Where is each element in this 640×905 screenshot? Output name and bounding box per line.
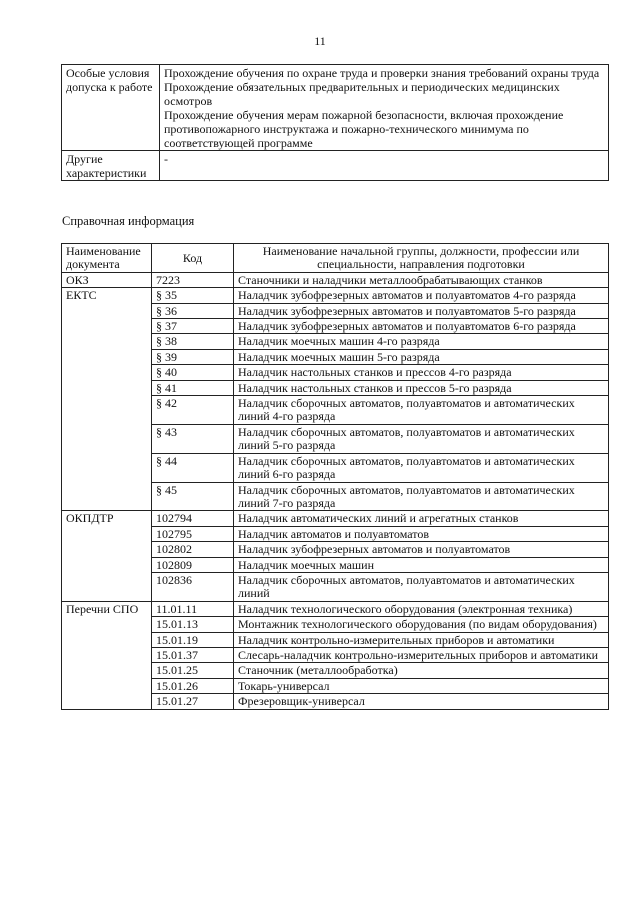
- code-cell: 11.01.11: [152, 601, 234, 616]
- code-cell: 15.01.37: [152, 647, 234, 662]
- code-cell: 15.01.19: [152, 632, 234, 647]
- conditions-value: [160, 65, 609, 151]
- reference-table-header: [62, 244, 609, 273]
- name-cell: Наладчик сборочных автоматов, полуавтоматов и автоматических линий 5-го разряда: [234, 424, 609, 453]
- code-cell: § 40: [152, 365, 234, 380]
- document-cell: Перечни СПО: [62, 601, 152, 709]
- reference-heading: Справочная информация: [62, 214, 195, 228]
- code-cell: 102809: [152, 557, 234, 572]
- conditions-paragraph: Прохождение обучения по охране труда и проверки знания требований охраны труда: [164, 66, 600, 80]
- document-cell: ЕКТС: [62, 288, 152, 511]
- header-document: Наименование документа: [62, 244, 152, 273]
- code-cell: § 37: [152, 319, 234, 334]
- name-cell: Наладчик автоматов и полуавтоматов: [234, 526, 609, 541]
- name-cell: Токарь-универсал: [234, 678, 609, 693]
- code-cell: 15.01.26: [152, 678, 234, 693]
- name-cell: Наладчик сборочных автоматов, полуавтоматов и автоматических линий 7-го разряда: [234, 482, 609, 511]
- name-cell: Слесарь-наладчик контрольно-измерительных приборов и автоматики: [234, 647, 609, 662]
- name-cell: Наладчик моечных машин 4-го разряда: [234, 334, 609, 349]
- conditions-row: [62, 65, 609, 151]
- name-cell: Наладчик моечных машин: [234, 557, 609, 572]
- name-cell: Наладчик моечных машин 5-го разряда: [234, 349, 609, 364]
- name-cell: Наладчик настольных станков и прессов 5-го разряда: [234, 380, 609, 395]
- name-cell: Наладчик сборочных автоматов, полуавтоматов и автоматических линий: [234, 572, 609, 601]
- conditions-value: [160, 151, 609, 181]
- code-cell: 15.01.25: [152, 663, 234, 678]
- code-cell: § 45: [152, 482, 234, 511]
- document-cell: ОКЗ: [62, 272, 152, 287]
- code-cell: § 43: [152, 424, 234, 453]
- code-cell: § 44: [152, 453, 234, 482]
- name-cell: Наладчик контрольно-измерительных приборов и автоматики: [234, 632, 609, 647]
- code-cell: § 39: [152, 349, 234, 364]
- reference-table: [61, 243, 609, 710]
- code-cell: § 41: [152, 380, 234, 395]
- name-cell: Наладчик сборочных автоматов, полуавтоматов и автоматических линий 6-го разряда: [234, 453, 609, 482]
- conditions-label: Особые условия допуска к работе: [62, 65, 160, 151]
- code-cell: 102836: [152, 572, 234, 601]
- name-cell: Наладчик автоматических линий и агрегатных станков: [234, 511, 609, 526]
- name-cell: Наладчик сборочных автоматов, полуавтоматов и автоматических линий 4-го разряда: [234, 396, 609, 425]
- header-name: Наименование начальной группы, должности, профессии или специальности, направления подготовки: [234, 244, 609, 273]
- name-cell: Наладчик зубофрезерных автоматов и полуавтоматов 4-го разряда: [234, 288, 609, 303]
- name-cell: Фрезеровщик-универсал: [234, 694, 609, 709]
- table-row: [62, 511, 609, 526]
- table-row: [62, 288, 609, 303]
- code-cell: 102802: [152, 542, 234, 557]
- code-cell: 15.01.27: [152, 694, 234, 709]
- code-cell: § 38: [152, 334, 234, 349]
- table-row: [62, 601, 609, 616]
- conditions-paragraph: Прохождение обучения мерам пожарной безопасности, включая прохождение противопожарного инструктажа и пожарно-технического минимума по соответствующей программе: [164, 108, 564, 150]
- name-cell: Наладчик зубофрезерных автоматов и полуавтоматов 6-го разряда: [234, 319, 609, 334]
- code-cell: § 36: [152, 303, 234, 318]
- code-cell: 15.01.13: [152, 617, 234, 632]
- page-number: 11: [314, 34, 326, 48]
- name-cell: Наладчик настольных станков и прессов 4-го разряда: [234, 365, 609, 380]
- conditions-row: [62, 151, 609, 181]
- code-cell: 102795: [152, 526, 234, 541]
- name-cell: Станочники и наладчики металлообрабатывающих станков: [234, 272, 609, 287]
- code-cell: § 42: [152, 396, 234, 425]
- code-cell: § 35: [152, 288, 234, 303]
- conditions-label: Другие характеристики: [62, 151, 160, 181]
- code-cell: 102794: [152, 511, 234, 526]
- document-cell: ОКПДТР: [62, 511, 152, 601]
- header-code: Код: [152, 244, 234, 273]
- code-cell: 7223: [152, 272, 234, 287]
- name-cell: Станочник (металлообработка): [234, 663, 609, 678]
- conditions-paragraph: -: [164, 152, 168, 166]
- name-cell: Наладчик технологического оборудования (электронная техника): [234, 601, 609, 616]
- conditions-table: [61, 64, 609, 181]
- name-cell: Наладчик зубофрезерных автоматов и полуавтоматов: [234, 542, 609, 557]
- conditions-paragraph: Прохождение обязательных предварительных и периодических медицинских осмотров: [164, 80, 560, 108]
- name-cell: Наладчик зубофрезерных автоматов и полуавтоматов 5-го разряда: [234, 303, 609, 318]
- name-cell: Монтажник технологического оборудования (по видам оборудования): [234, 617, 609, 632]
- table-row: [62, 272, 609, 287]
